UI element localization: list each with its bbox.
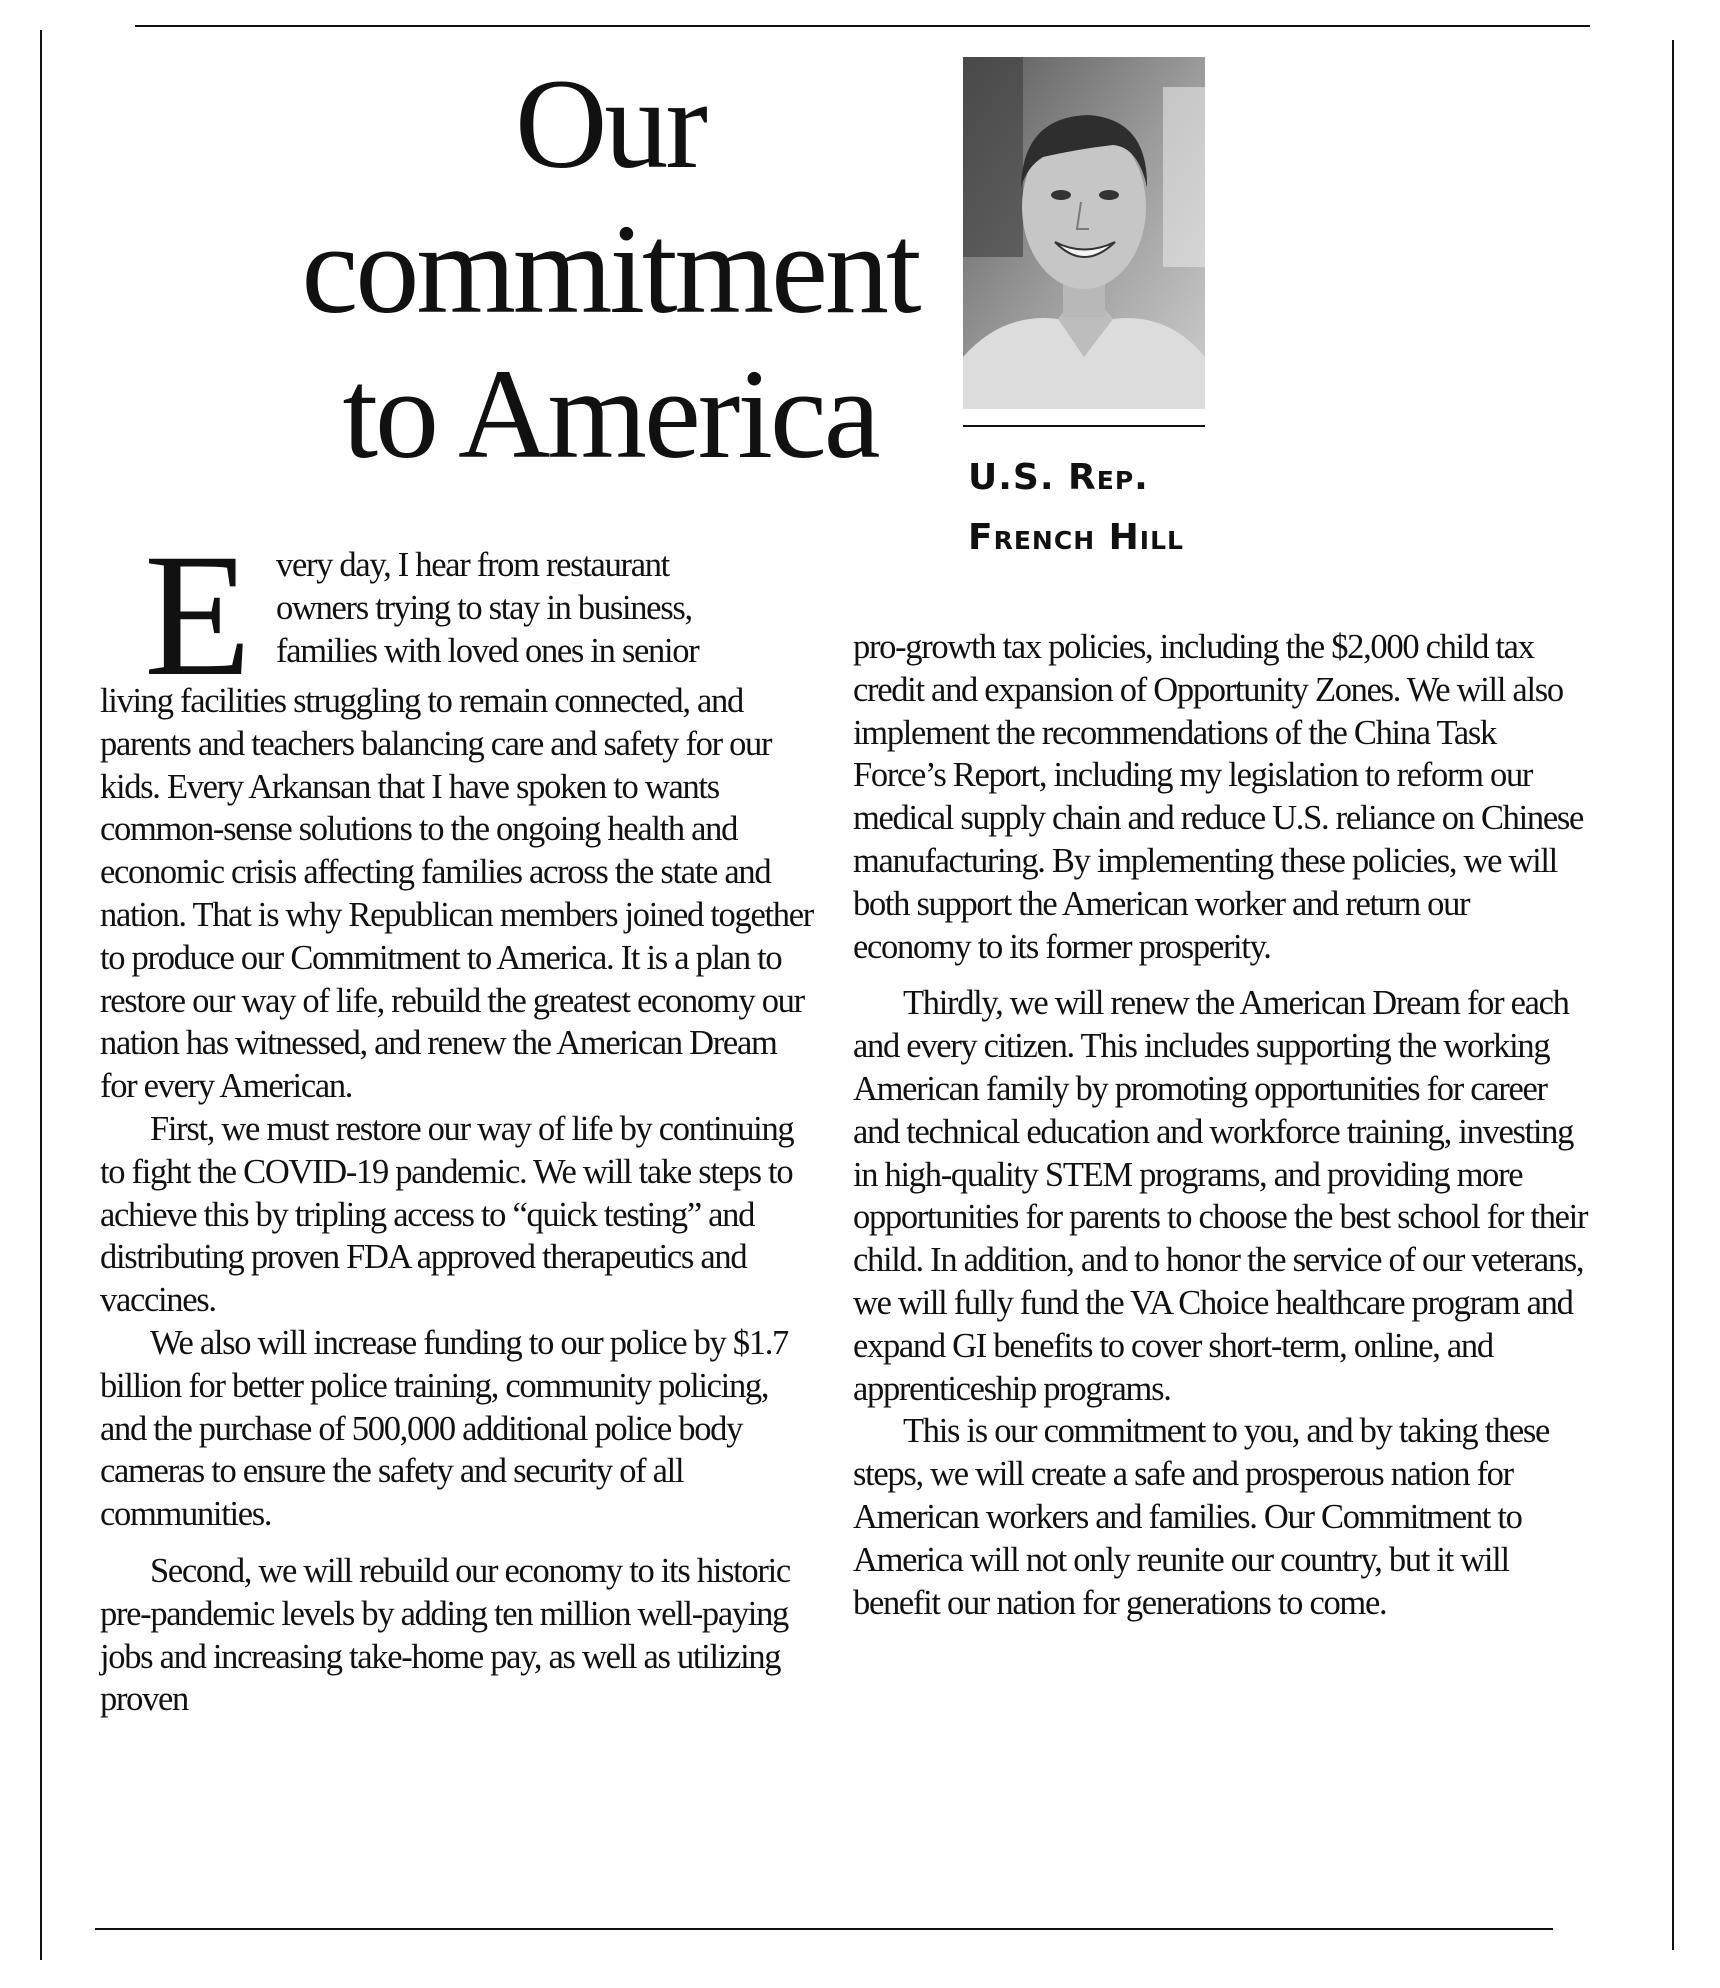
paragraph: living facilities struggling to remain connected, and parents and teachers balancing care and safety for our kids. Every Arkansan that I have spoken to wants common-sense solutions to the ongoing health and economic crisis affecting families across the state and nation. That is why Republican members joined together to produce our Commitment to America. It is a plan to restore our way of life, rebuild the greatest economy our nation has witnessed, and renew the American Dream for every American.: [100, 682, 813, 1106]
headline-line-3: to America: [342, 343, 878, 485]
byline-name: French Hill: [968, 517, 1184, 558]
paragraph: Thirdly, we will renew the American Dream for each and every citizen. This includes supporting the working American family by promoting opportunities for career and technical education and workforce training, investing in high-quality STEM programs, and providing more opportunities for parents to choose the best school for their child. In addition, and to honor the service of our veterans, we will fully fund the VA Choice healthcare program and expand GI benefits to cover short-term, online, and apprenticeship programs.: [853, 984, 1588, 1408]
drop-cap: E: [144, 518, 251, 713]
headline-line-2: commitment: [301, 198, 919, 340]
left-column: [100, 518, 820, 1721]
lead-line-1: very day, I hear from restaurant: [276, 546, 669, 584]
left-border: [40, 30, 42, 1960]
right-column: [853, 626, 1588, 1624]
paragraph: Second, we will rebuild our economy to its historic pre-pandemic levels by adding ten million well-paying jobs and increasing take-home pay, as well as utilizing proven: [100, 1551, 790, 1719]
paragraph: pro-growth tax policies, including the $2,000 child tax credit and expansion of Opportunity Zones. We will also implement the recommendations of the China Task Force’s Report, including my legislation to reform our medical supply chain and reduce U.S. reliance on Chinese manufacturing. By implementing these policies, we will both support the American worker and return our economy to its former prosperity.: [853, 628, 1584, 966]
paragraph: This is our commitment to you, and by taking these steps, we will create a safe and prosperous nation for American workers and families. Our Commitment to America will not only reunite our country, but it will benefit our nation for generations to come.: [853, 1412, 1549, 1622]
right-border: [1672, 40, 1674, 1950]
byline-rule: [963, 425, 1205, 427]
paragraph: First, we must restore our way of life by continuing to fight the COVID-19 pandemic. We will take steps to achieve this by tripling access to “quick testing” and distributing proven FDA approved therapeutics and vaccines.: [100, 1109, 794, 1320]
headline: [220, 52, 1000, 487]
paragraph: We also will increase funding to our police by $1.7 billion for better police training, community policing, and the purchase of 500,000 additional police body cameras to ensure the safety and security of all communities.: [100, 1323, 789, 1534]
bottom-rule: [95, 1928, 1553, 1930]
headline-line-1: Our: [514, 53, 706, 195]
lead-line-3: families with loved ones in senior: [276, 631, 699, 670]
byline: [968, 448, 1228, 568]
author-photo: [963, 57, 1205, 409]
byline-title: U.S. Rep.: [968, 457, 1149, 498]
top-rule: [135, 25, 1590, 27]
lead-line-2: owners trying to stay in business,: [276, 588, 692, 627]
